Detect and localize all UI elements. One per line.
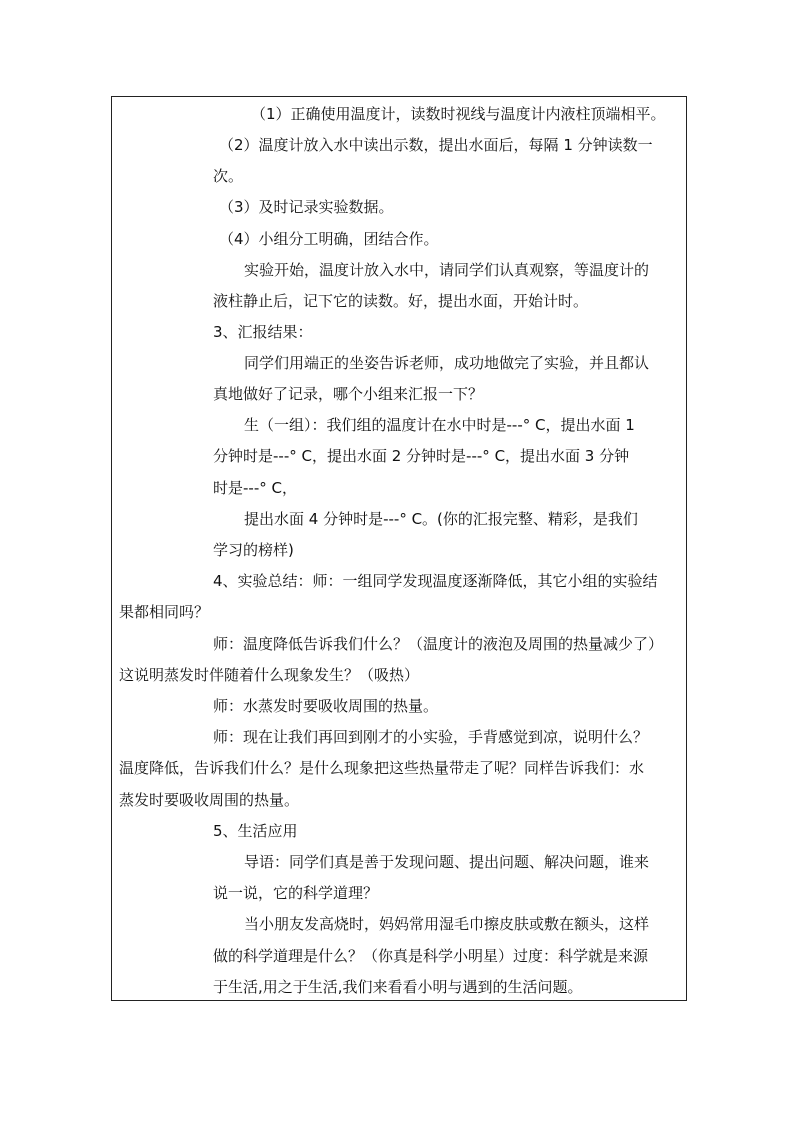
- teacher-review-text-cont-2: 蒸发时要吸收周围的热量。: [119, 791, 300, 809]
- application-text: 当小朋友发高烧时，妈妈常用湿毛巾擦皮肤或敷在额头，这样: [244, 915, 650, 933]
- step-4-text: （4）小组分工明确，团结合作。: [219, 230, 439, 248]
- report-intro-text: 同学们用端正的坐姿告诉老师，成功地做完了实验，并且都认: [244, 354, 650, 372]
- application-text-cont-1: 做的科学道理是什么？（你真是科学小明星）过度：科学就是来源: [213, 947, 649, 965]
- teacher-question-text-cont: 这说明蒸发时伴随着什么现象发生？（吸热）: [119, 666, 420, 684]
- section-4-heading: 4、实验总结：师：一组同学发现温度逐渐降低，其它小组的实验结: [213, 572, 658, 590]
- teacher-review-text-cont-1: 温度降低，告诉我们什么？是什么现象把这些热量带走了呢？同样告诉我们：水: [119, 759, 645, 777]
- teacher-conclusion-text: 师：水蒸发时要吸收周围的热量。: [213, 697, 439, 715]
- application-text-cont-2: 于生活,用之于生活,我们来看看小明与遇到的生活问题。: [213, 978, 583, 996]
- student-report-text-cont-2: 时是---° C，: [213, 479, 297, 497]
- teacher-question-text: 师：温度降低告诉我们什么？（温度计的液泡及周围的热量减少了）: [213, 635, 664, 653]
- step-3-text: （3）及时记录实验数据。: [219, 198, 394, 216]
- experiment-start-text: 实验开始，温度计放入水中，请同学们认真观察，等温度计的: [244, 261, 650, 279]
- step-2-text: （2）温度计放入水中读出示数，提出水面后，每隔 1 分钟读数一: [219, 136, 653, 154]
- guide-text-cont: 说一说，它的科学道理？: [213, 884, 379, 902]
- student-report-text: 生（一组）：我们组的温度计在水中时是---° C，提出水面 1: [244, 416, 635, 434]
- student-report-text-cont-3: 提出水面 4 分钟时是---° C。(你的汇报完整、精彩，是我们: [244, 510, 638, 528]
- step-2-text-cont: 次。: [213, 167, 244, 185]
- section-5-heading: 5、生活应用: [213, 822, 298, 840]
- experiment-start-text-cont: 液柱静止后，记下它的读数。好，提出水面，开始计时。: [213, 292, 589, 310]
- student-report-text-cont-4: 学习的榜样): [213, 541, 294, 559]
- report-intro-text-cont: 真地做好了记录，哪个小组来汇报一下？: [213, 385, 484, 403]
- section-4-text-cont: 果都相同吗？: [119, 603, 210, 621]
- step-1-text: （1）正确使用温度计，读数时视线与温度计内液柱顶端相平。: [251, 105, 666, 123]
- section-3-heading: 3、汇报结果：: [213, 323, 313, 341]
- guide-text: 导语：同学们真是善于发现问题、提出问题、解决问题，谁来: [244, 853, 650, 871]
- teacher-review-text: 师：现在让我们再回到刚才的小实验，手背感觉到凉，说明什么？: [213, 728, 649, 746]
- student-report-text-cont-1: 分钟时是---° C，提出水面 2 分钟时是---° C，提出水面 3 分钟: [213, 447, 630, 465]
